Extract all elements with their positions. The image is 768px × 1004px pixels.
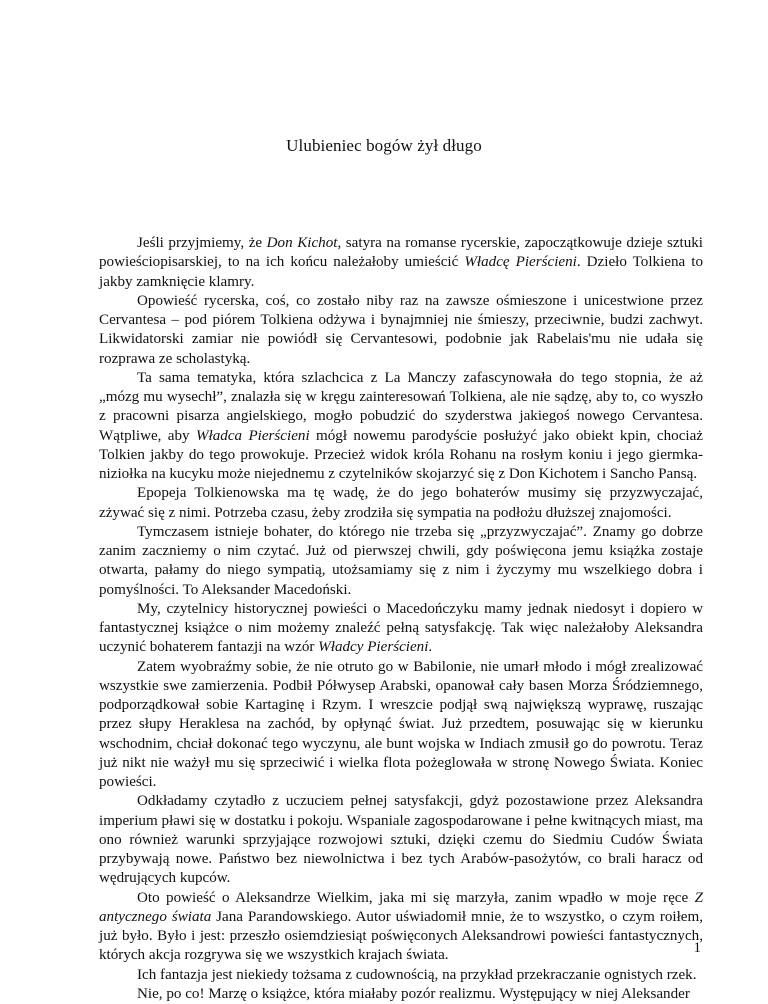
text-run: Nie, po co! Marzę o książce, która miałaby pozór realizmu. Występujący w niej Aleksander — [137, 985, 690, 1002]
text-run: Opowieść rycerska, coś, co zostało niby raz na zawsze ośmieszone i unicestwione przez Cervantesa – pod piórem Tolkiena odżywa i bynajmniej nie śmieszy, przeciwnie, budzi zachwyt. Likwidatorski zamiar nie powiódł się Cervantesowi, podobnie jak Rabelais'mu nie udała się rozprawa ze scholastyką. — [99, 292, 703, 367]
paragraph — [99, 523, 703, 600]
text-run: Jeśli przyjmiemy, że — [137, 235, 267, 251]
italic-title: Władcy Pierścieni — [318, 639, 429, 656]
paragraph — [99, 985, 703, 1004]
paragraph — [99, 966, 703, 985]
paragraph — [99, 792, 703, 888]
text-run: Oto powieść o Aleksandrze Wielkim, jaka mi się marzyła, zanim wpadło w moje ręce — [137, 889, 695, 906]
text-run: Ich fantazja jest niekiedy tożsama z cudownością, na przykład przekraczanie ognistych rzek. — [137, 966, 697, 983]
italic-title: Władca Pierścieni — [195, 427, 310, 444]
text-run: mógł nowemu parodyście posłużyć jako obiekt kpin, chociaż Tolkien jakby do tego prowokuje. Przecież widok króla Rohanu na rosłym koniu i jego giermka-niziołka na kucyku może niejednemu z czytelników skojarzyć się z Don Kichotem i Sancho Pansą. — [99, 427, 703, 482]
text-run: Odkładamy czytadło z uczuciem pełnej satysfakcji, gdyż pozostawione przez Aleksandra imperium pławi się w dostatku i pokoju. Wspaniale zagospodarowane i pełne kwitnących miast, ma ono również warunki sprzyjające rozwojowi sztuki, dzięki czemu do Siedmiu Cudów Świata przybywają nowe. Państwo bez niewolnictwa i bez tych Arabów-pasożytów, co brali haracz od wędrujących kupców. — [99, 793, 703, 887]
text-run: Zatem wyobraźmy sobie, że nie otruto go w Babilonie, nie umarł młodo i mógł zrealizować wszystkie swe zamierzenia. Podbił Półwysep Arabski, opanował cały basen Morza Śródziemnego, podporządkował sobie Kartaginę i Rzym. I wreszcie podjął swą największą wyprawę, ruszając przez słupy Heraklesa na zachód, by opłynąć świat. Już przedtem, posuwając się w kierunku wschodnim, chciał dokonać tego wyczynu, ale bunt wojska w Indiach zmusił go do powrotu. Teraz już nikt nie ważył mu się sprzeciwić i wielka flota pożeglowała w stronę Nowego Świata. Koniec powieści. — [99, 658, 703, 790]
paragraph — [99, 292, 703, 369]
italic-title: Władcę Pierścieni — [464, 254, 577, 271]
text-run: Jana Parandowskiego. Autor uświadomił mnie, że to wszystko, o czym roiłem, już było. Było i jest: przeszło osiemdziesiąt poświęconych Aleksandrowi powieści fantastycznych, których akcja rozgrywa się we wszystkich krajach świata. — [99, 908, 703, 964]
text-run: Ta sama tematyka, która szlachcica z La Manczy zafascynowała do tego stopnia, że aż „mózg mu wysechł”, znalazła się w kręgu zainteresowań Tolkiena, ale nie sądzę, aby to, co wyszło z pracowni pisarza angielskiego, mogło pobudzić do szyderstwa jakiegoś nowego Cervantesa. Wątpliwe, aby — [99, 369, 703, 444]
italic-title: Don Kichot — [266, 235, 338, 251]
paragraph — [99, 889, 703, 966]
italic-title: Z antycznego świata — [99, 889, 703, 925]
paragraph — [99, 658, 703, 793]
paragraph — [99, 484, 703, 523]
page-number: 1 — [693, 940, 701, 956]
paragraph — [99, 369, 703, 485]
document-body — [99, 234, 703, 1004]
document-title: Ulubieniec bogów żył długo — [286, 136, 482, 155]
text-run: , satyra na romanse rycerskie, zapoczątkowuje dzieje sztuki powieściopisarskiej, to na ich końcu należałoby umieścić — [99, 235, 704, 271]
text-run: Epopeja Tolkienowska ma tę wadę, że do jego bohaterów musimy się przyzwyczajać, zżywać się z nimi. Potrzeba czasu, żeby zrodziła się sympatia na podłożu dłuższej znajomości. — [99, 485, 703, 521]
text-run: My, czytelnicy historycznej powieści o Macedończyku mamy jednak niedosyt i dopiero w fantastycznej książce o nim możemy znaleźć pełną satysfakcję. Tak więc należałoby Aleksandra uczynić bohaterem fantazji na wzór — [99, 600, 703, 656]
paragraph — [99, 234, 703, 292]
text-run: Tymczasem istnieje bohater, do którego nie trzeba się „przyzwyczajać”. Znamy go dobrze zanim zaczniemy o nim czytać. Już od pierwszej chwili, gdy poświęcona jemu książka zostaje otwarta, pałamy do niego sympatią, utożsamiamy się z nim i życzymy mu wszelkiego dobra i pomyślności. To Aleksander Macedoński. — [99, 523, 703, 598]
paragraph — [99, 600, 703, 658]
text-run: . — [428, 639, 433, 656]
text-run: . Dzieło Tolkiena to jakby zamknięcie klamry. — [99, 254, 703, 290]
